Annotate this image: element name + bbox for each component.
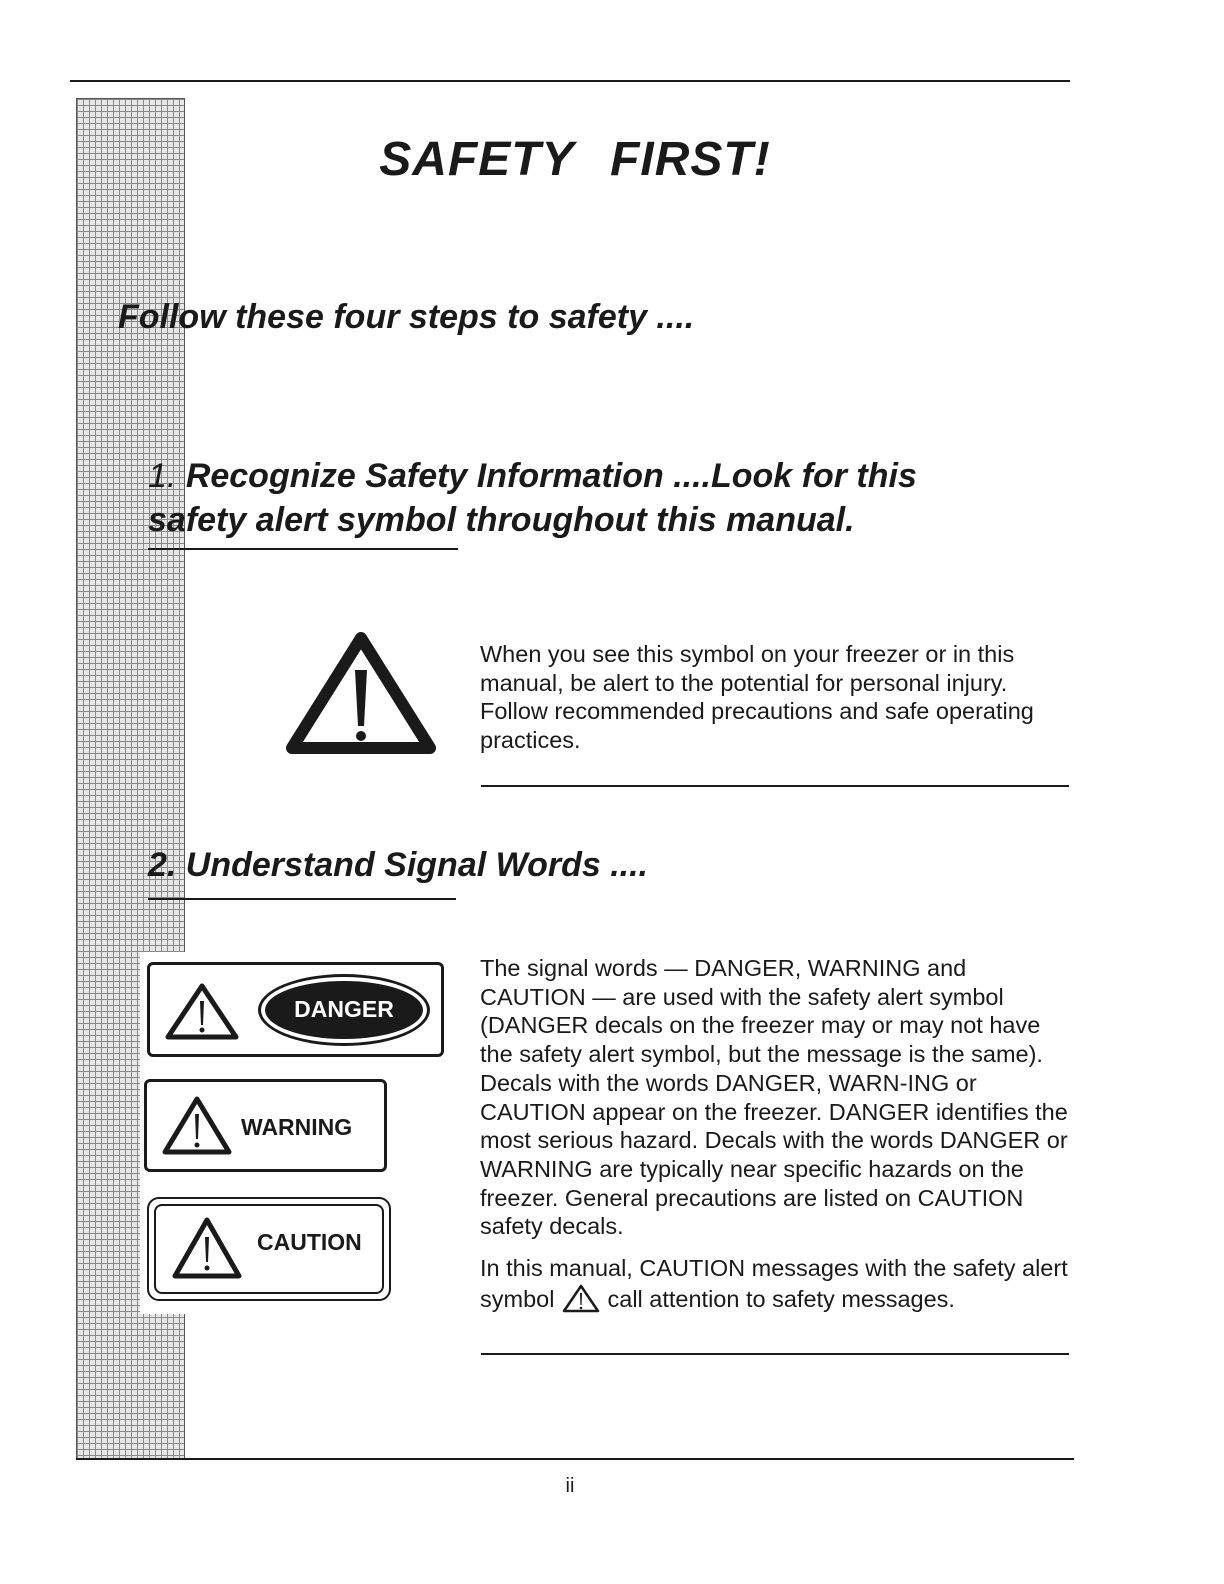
step-1-heading [148,454,1028,542]
warning-alert-icon [161,1094,233,1156]
danger-alert-icon [164,981,240,1041]
warning-label: WARNING [241,1114,353,1140]
danger-oval [258,974,430,1046]
page-title: SAFETY FIRST! [379,133,771,186]
caution-paragraph-end: call attention to safety messages. [600,1285,955,1312]
step-2-caution-paragraph [480,1254,1072,1313]
top-rule [70,80,1070,82]
step-2-paragraph: The signal words — DANGER, WARNING and CAUTION — are used with the safety alert symbol (DANGER decals on the freezer may or may not have the safety alert symbol, but the message is the same). Decals with the words DANGER, WARN-ING or CAUTION appear on the freezer. DANGER identifies the most serious hazard. Decals with the words DANGER or WARNING are typically near specific hazards on the freezer. General precautions are listed on CAUTION safety decals. [480,955,1068,1240]
caution-alert-icon [171,1215,243,1281]
step-1-paragraph: When you see this symbol on your freezer or in this manual, be alert to the potential for personal injury. Follow recommended precautions and safe operating practices. [480,641,1034,754]
step-1-title: Recognize Safety Information [185,457,674,495]
warning-decal [144,1079,387,1172]
caution-label: CAUTION [257,1229,362,1255]
step-1-rule [148,548,458,550]
step-2-heading: 2. Understand Signal Words .... [148,846,649,884]
caution-paragraph-start: In this manual, CAUTION messages with the safety alert symbol [480,1255,1068,1312]
step-1-emphasis-line-2: safety alert symbol throughout this manual. [148,501,855,539]
step-2-rule [148,898,456,900]
step-2-text-rule [481,1353,1069,1355]
danger-decal [147,962,444,1057]
intro-heading: Follow these four steps to safety .... [118,298,695,336]
step-1-text-rule [481,785,1069,787]
caution-decal [147,1197,391,1301]
step-1-number: 1. [148,457,186,495]
safety-alert-triangle-icon [286,630,436,756]
inline-alert-icon [561,1283,601,1313]
bottom-rule [76,1458,1074,1460]
page-number: ii [565,1475,575,1497]
danger-label: DANGER [265,981,423,1039]
step-1-emphasis-line-1: ....Look for this [673,457,917,495]
